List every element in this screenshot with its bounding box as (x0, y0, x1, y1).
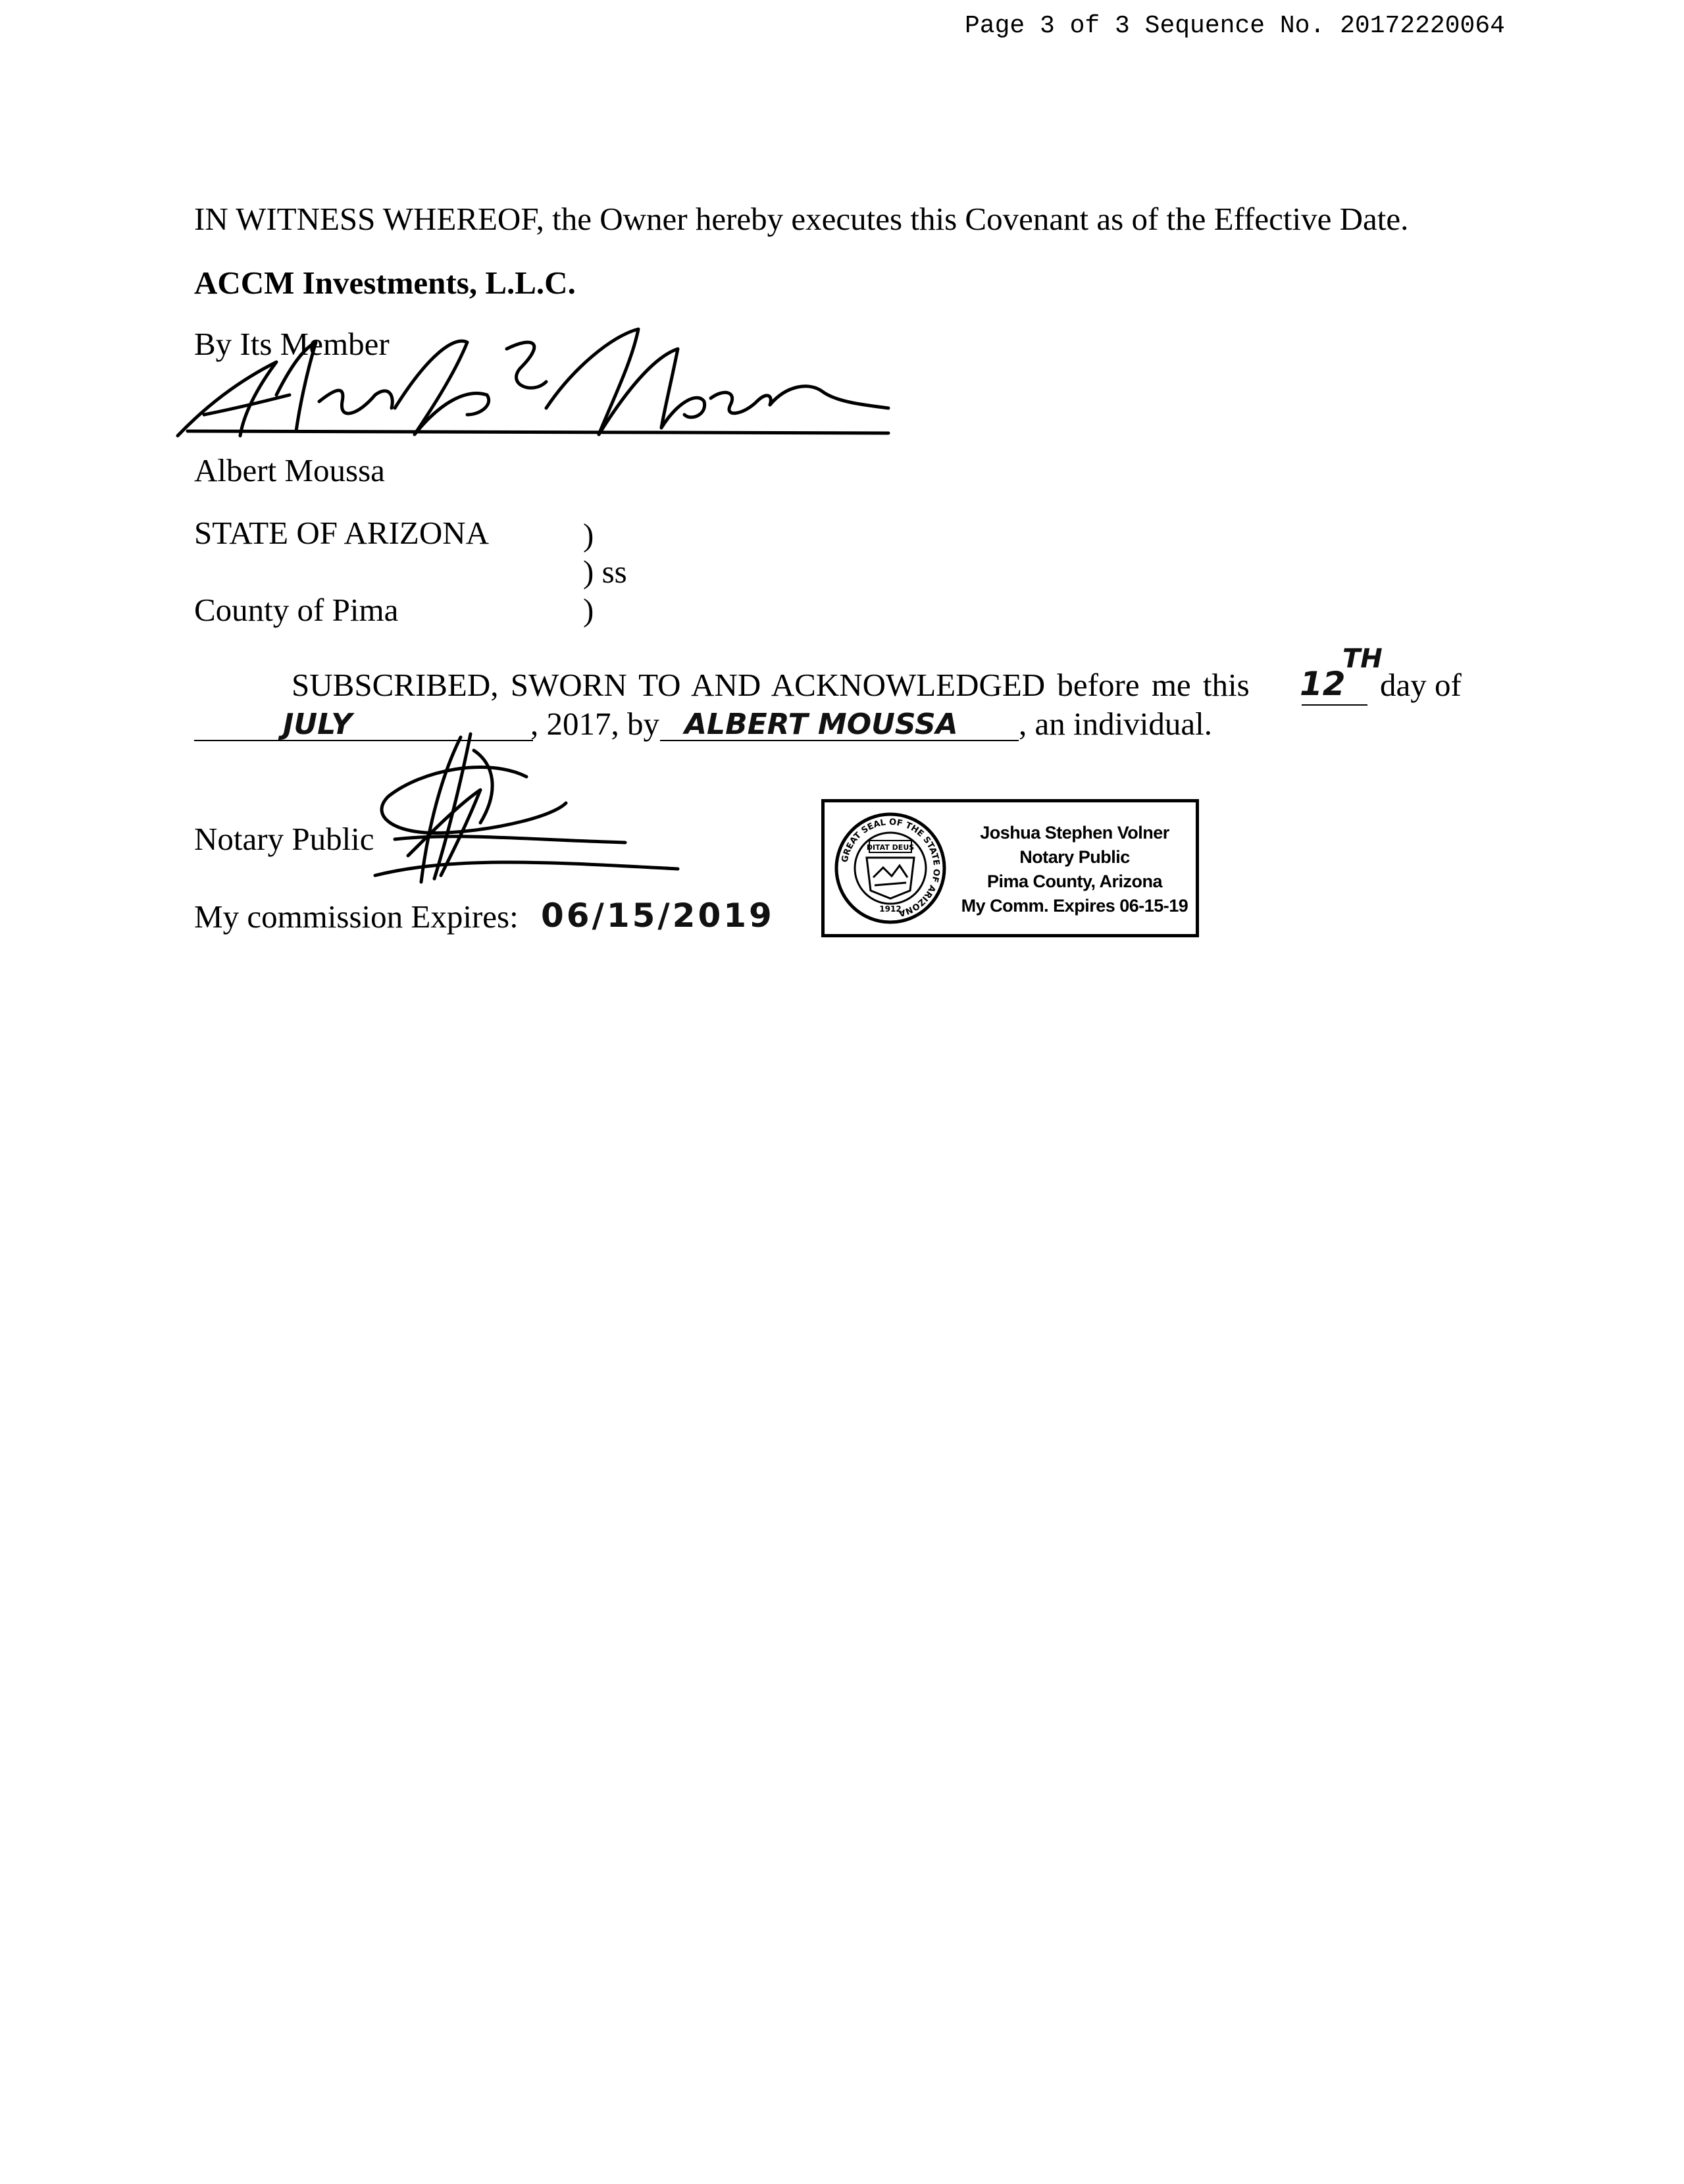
venue-paren-3: ) (583, 592, 594, 628)
svg-text:DITAT DEUS: DITAT DEUS (866, 843, 915, 852)
notary-public-label: Notary Public (194, 821, 374, 857)
day-ordinal-suffix: TH (1342, 644, 1383, 674)
signatory-name: Albert Moussa (194, 452, 385, 488)
notary-stamp (821, 799, 1199, 937)
commission-label: My commission Expires: (194, 898, 519, 935)
stamp-title: Notary Public (1019, 847, 1130, 867)
owner-signature (178, 323, 895, 448)
individual-text: , an individual. (1019, 706, 1212, 742)
venue-paren-1: ) (583, 517, 594, 553)
svg-text:1912: 1912 (879, 904, 902, 914)
year-by-text: , 2017, by (530, 706, 659, 742)
arizona-seal-icon (834, 812, 947, 925)
stamp-notary-name: Joshua Stephen Volner (980, 823, 1169, 843)
acknowledgment-text: SUBSCRIBED, SWORN TO AND ACKNOWLEDGED before me this (292, 667, 1250, 703)
name-handwritten: ALBERT MOUSSA (684, 708, 958, 741)
venue-paren-ss: ) ss (583, 554, 627, 590)
witness-statement: IN WITNESS WHEREOF, the Owner hereby executes this Covenant as of the Effective Date. (194, 201, 1409, 237)
day-of-text: day of (1380, 667, 1462, 703)
stamp-county: Pima County, Arizona (986, 871, 1163, 891)
state-label: STATE OF ARIZONA (194, 515, 489, 551)
commission-date-handwritten: 06/15/2019 (541, 897, 775, 935)
county-label: County of Pima (194, 592, 399, 628)
svg-text:GREAT SEAL OF THE STATE OF ARI: GREAT SEAL OF THE STATE OF ARIZONA (840, 817, 942, 918)
notary-signature (355, 724, 698, 895)
stamp-text-block (953, 821, 1196, 918)
page-sequence-header: Page 3 of 3 Sequence No. 20172220064 (965, 12, 1505, 40)
company-name: ACCM Investments, L.L.C. (194, 265, 576, 301)
stamp-expiry: My Comm. Expires 06-15-19 (961, 896, 1188, 916)
day-underline (1302, 704, 1367, 706)
month-handwritten: JULY (283, 708, 353, 741)
day-handwritten: 12 (1300, 665, 1346, 703)
by-member-label: By Its Member (194, 326, 390, 362)
